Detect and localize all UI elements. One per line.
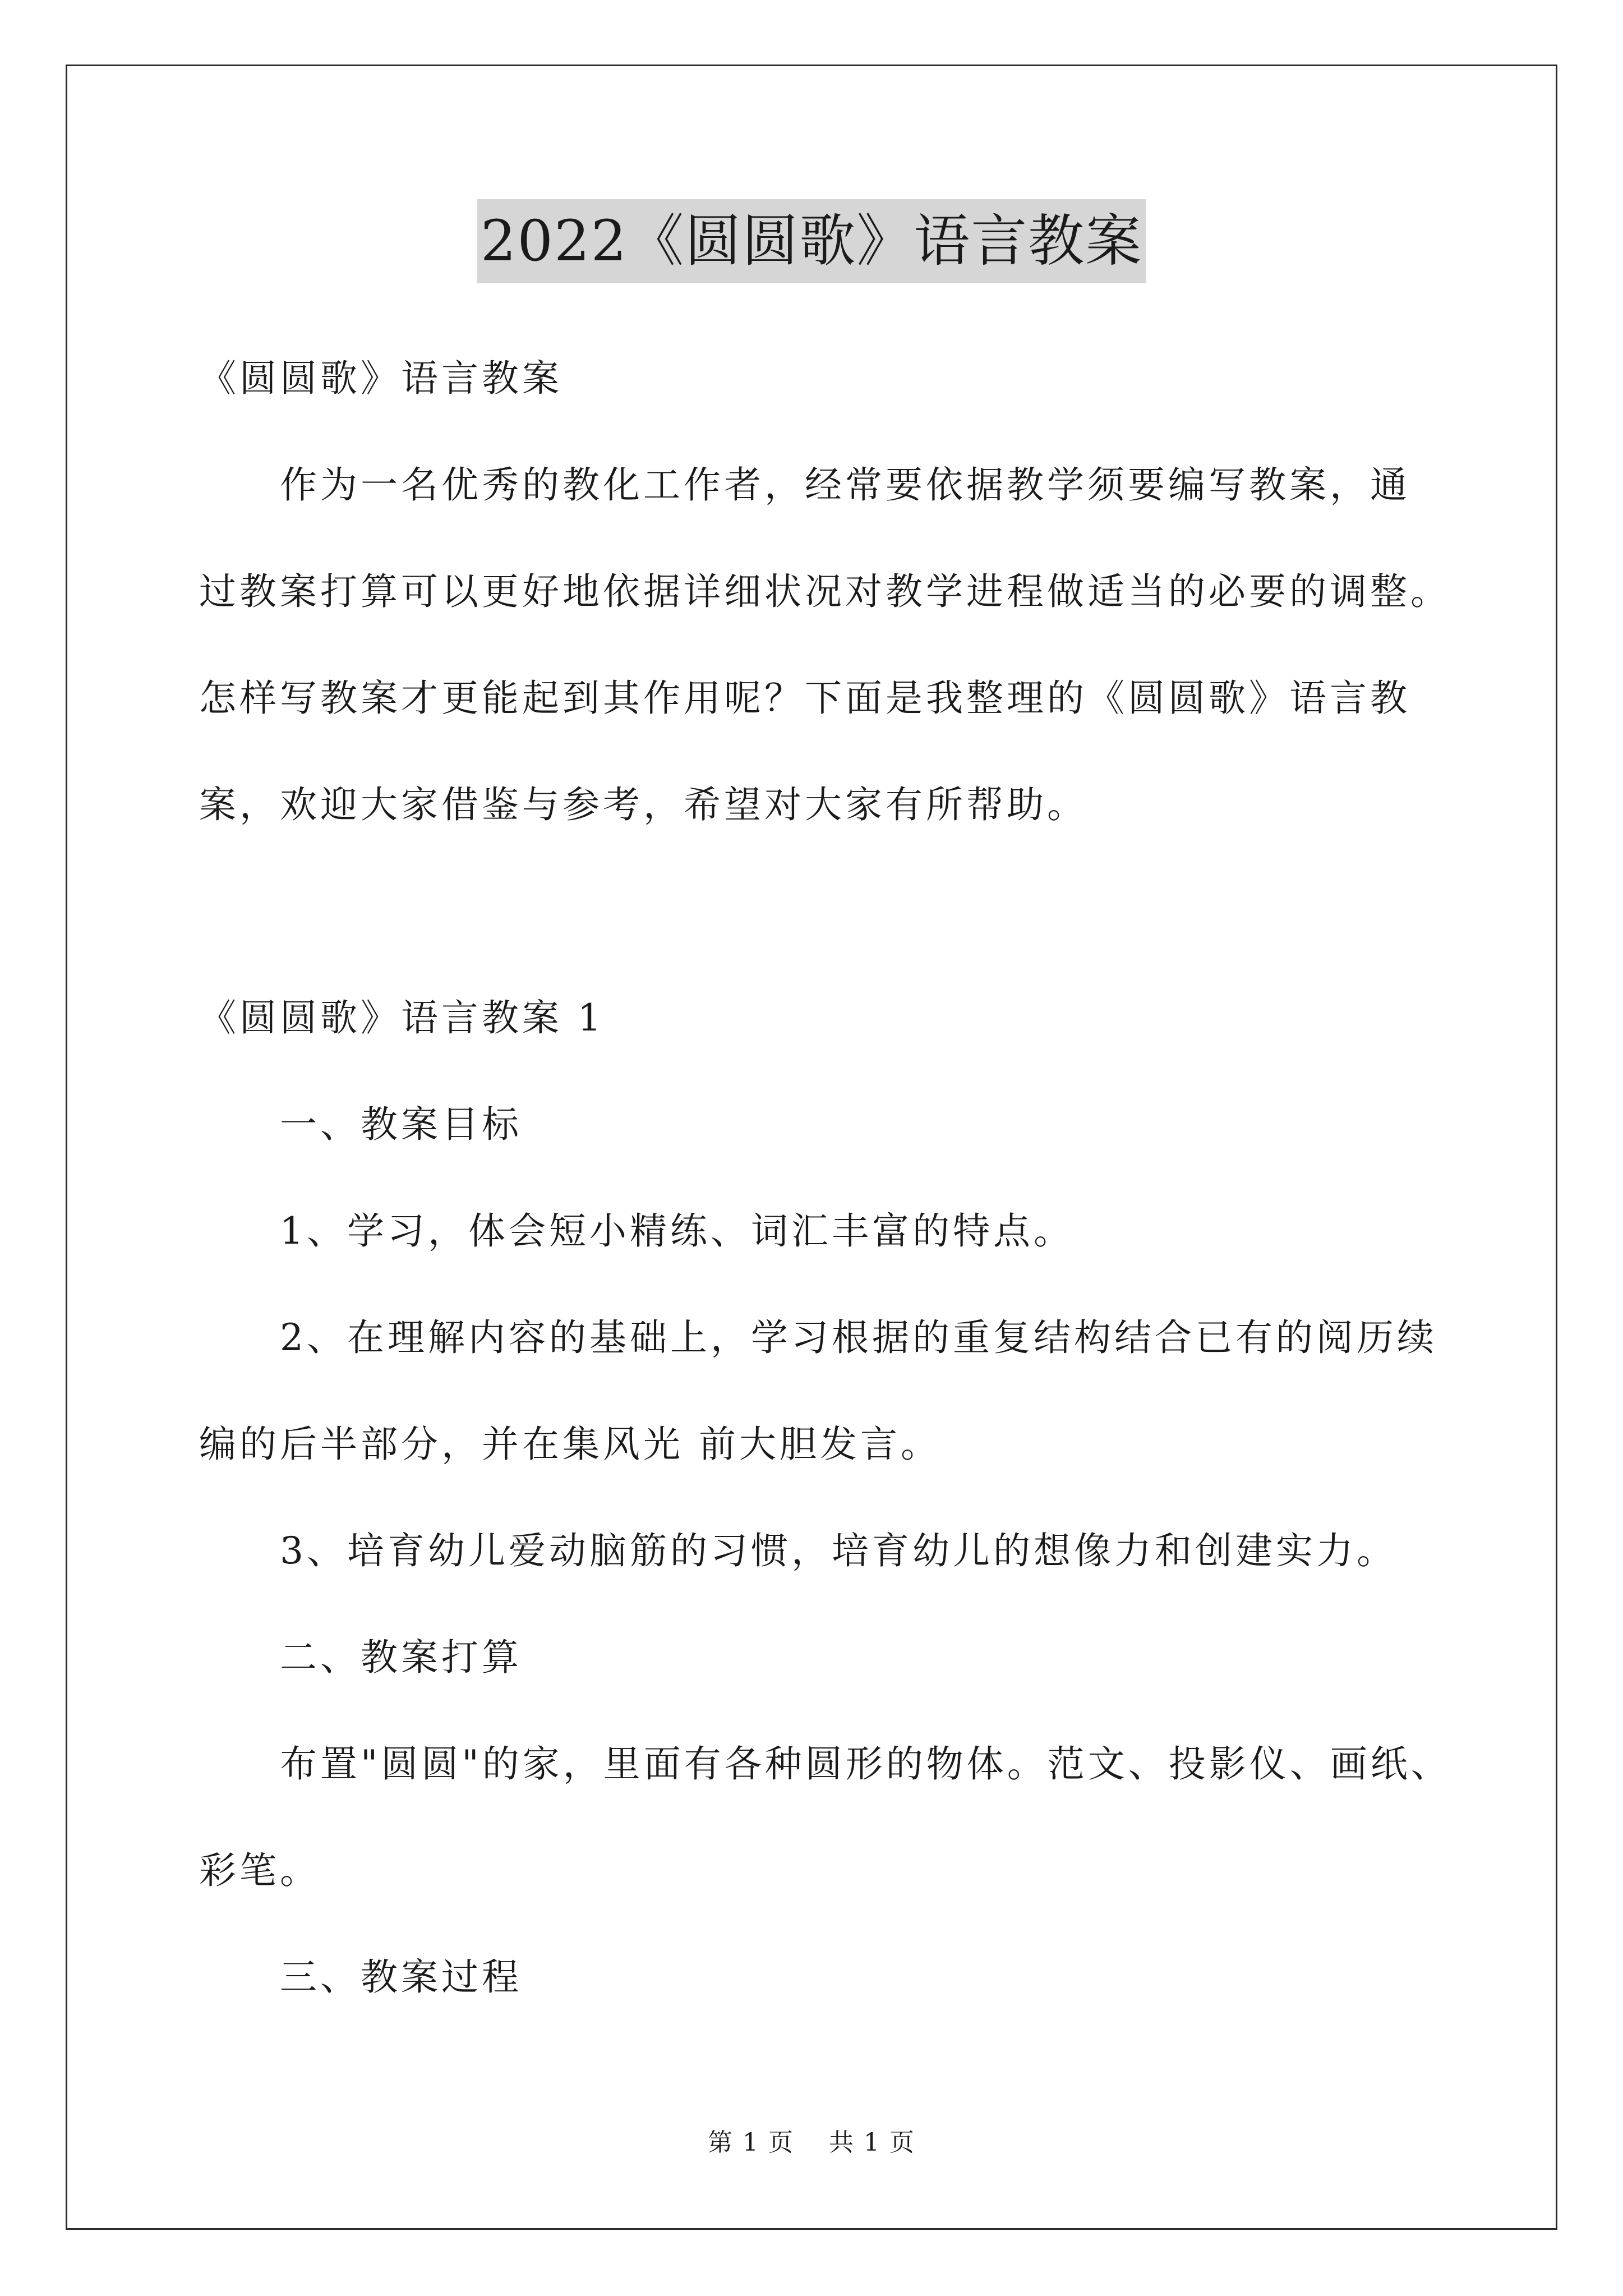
heading-objectives: 一、教案目标 [199, 1103, 522, 1146]
intro-line-4: 案，欢迎大家借鉴与参考，希望对大家有所帮助。 [199, 783, 1087, 826]
doc-subtitle: 《圆圆歌》语言教案 [199, 357, 562, 400]
section-heading: 《圆圆歌》语言教案 1 [199, 996, 605, 1039]
page-footer: 第 1 页 共 1 页 [708, 2128, 915, 2157]
intro-line-1: 作为一名优秀的教化工作者，经常要依据教学须要编写教案，通 [199, 463, 1410, 507]
title-container [0, 199, 1623, 283]
heading-preparation: 二、教案打算 [199, 1636, 522, 1679]
preparation-line-2: 彩笔。 [199, 1849, 320, 1892]
objective-2-line-1: 2、在理解内容的基础上，学习根据的重复结构结合已有的阅历续 [199, 1316, 1437, 1359]
document-title: 2022《圆圆歌》语言教案 [477, 199, 1146, 283]
intro-line-3: 怎样写教案才更能起到其作用呢？下面是我整理的《圆圆歌》语言教 [199, 677, 1410, 720]
objective-3: 3、培育幼儿爱动脑筋的习惯，培育幼儿的想像力和创建实力。 [199, 1529, 1397, 1572]
preparation-line-1: 布置"圆圆"的家，里面有各种圆形的物体。范文、投影仪、画纸、 [199, 1742, 1451, 1786]
intro-line-2: 过教案打算可以更好地依据详细状况对教学进程做适当的必要的调整。 [199, 570, 1451, 613]
heading-process: 三、教案过程 [199, 1955, 522, 1999]
objective-2-line-2: 编的后半部分，并在集风光 前大胆发言。 [199, 1423, 941, 1466]
objective-1: 1、学习，体会短小精练、词汇丰富的特点。 [199, 1209, 1074, 1253]
